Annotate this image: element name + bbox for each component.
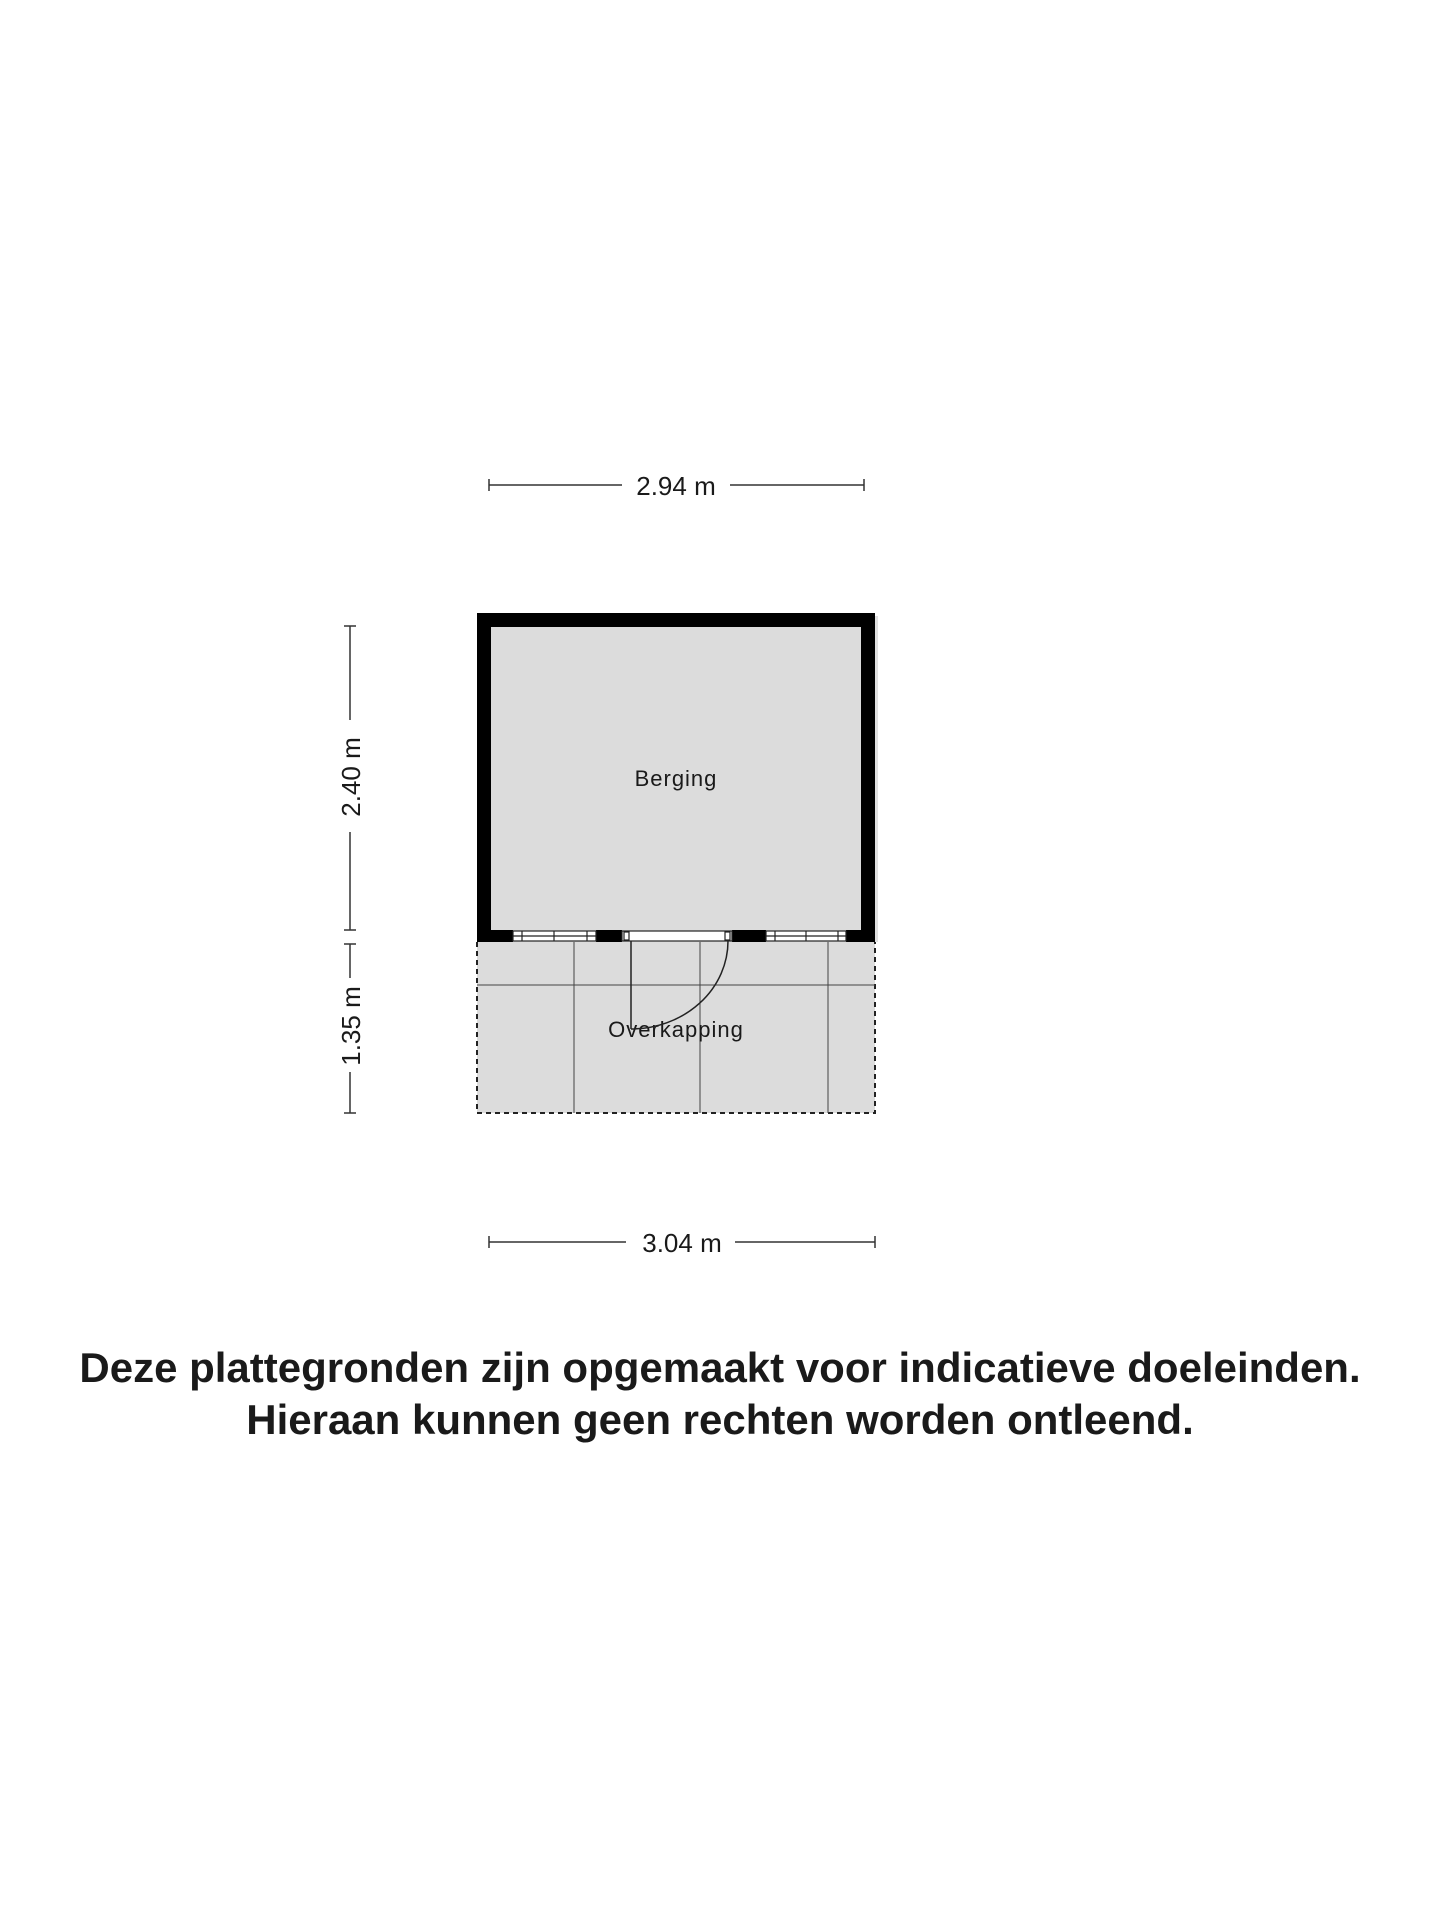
storage-label: Berging: [634, 766, 718, 791]
door: [622, 931, 732, 941]
right-window: [766, 931, 846, 941]
disclaimer-line-1: Deze plattegronden zijn opgemaakt voor indicatieve doeleinden.: [79, 1344, 1361, 1391]
bottom-width-label: 3.04 m: [642, 1228, 722, 1258]
left-window: [513, 931, 596, 941]
canopy-label: Overkapping: [608, 1017, 744, 1042]
left-height-lower-label: 1.35 m: [336, 986, 366, 1066]
left-height-upper-label: 2.40 m: [336, 737, 366, 817]
disclaimer-line-2: Hieraan kunnen geen rechten worden ontleend.: [246, 1396, 1194, 1443]
top-width-label: 2.94 m: [636, 471, 716, 501]
